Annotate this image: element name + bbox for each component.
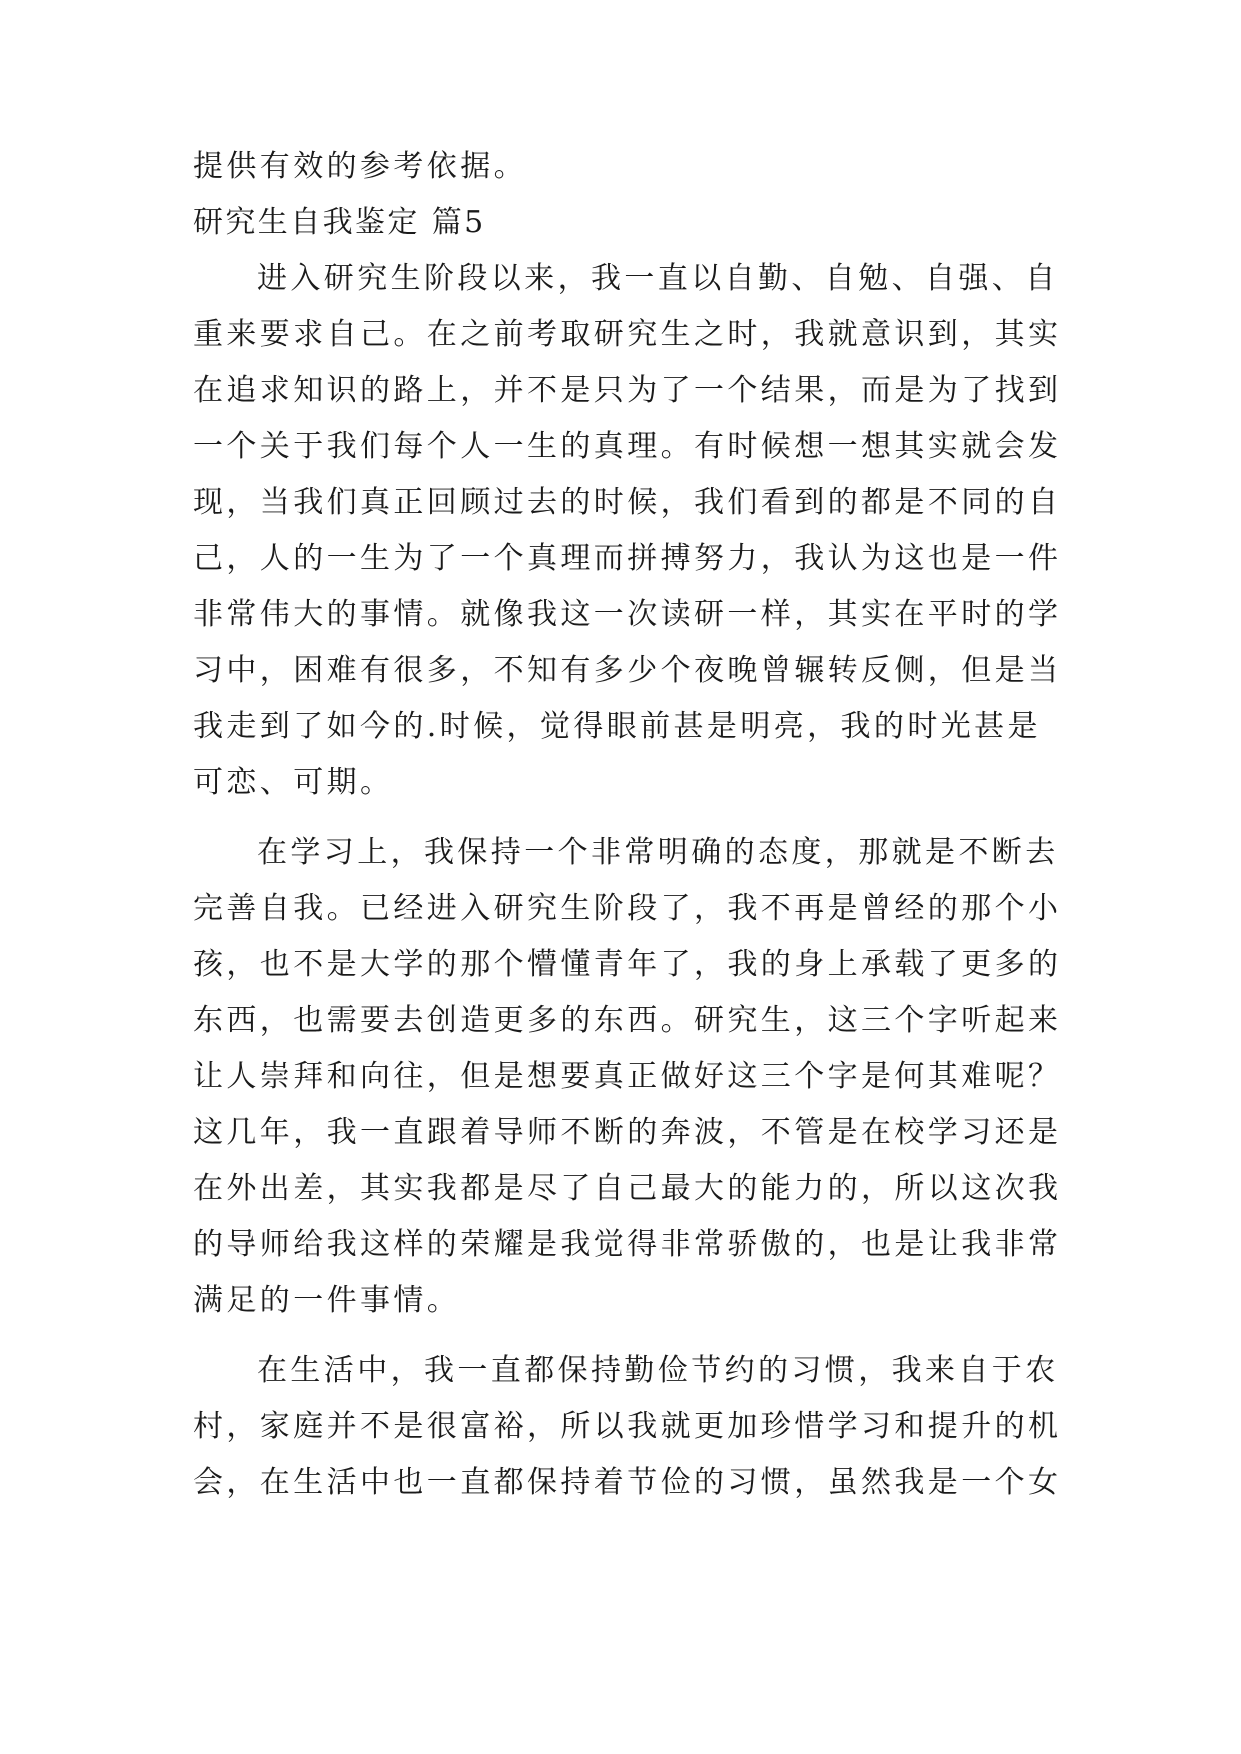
paragraph-2-line-7: 在外出差，其实我都是尽了自己最大的能力的，所以这次我 [193,1171,1062,1206]
paragraph-2-line-4: 东西，也需要去创造更多的东西。研究生，这三个字听起来 [193,1003,1062,1038]
paragraph-1-line-10: 可恋、可期。 [193,765,394,800]
paragraph-1-line-3: 在追求知识的路上，并不是只为了一个结果，而是为了找到 [193,373,1062,408]
intro-line: 提供有效的参考依据。 [193,149,527,184]
paragraph-3-line-2: 村，家庭并不是很富裕，所以我就更加珍惜学习和提升的机 [193,1409,1062,1444]
paragraph-2-line-2: 完善自我。已经进入研究生阶段了，我不再是曾经的那个小 [193,891,1062,926]
paragraph-1-line-4: 一个关于我们每个人一生的真理。有时候想一想其实就会发 [193,429,1062,464]
paragraph-1-line-7: 非常伟大的事情。就像我这一次读研一样，其实在平时的学 [193,597,1062,632]
paragraph-1-line-9: 我走到了如今的.时候，觉得眼前甚是明亮，我的时光甚是 [193,709,1041,744]
paragraph-2-line-1: 在学习上，我保持一个非常明确的态度，那就是不断去 [257,835,1059,870]
paragraph-3-line-3: 会，在生活中也一直都保持着节俭的习惯，虽然我是一个女 [193,1465,1062,1500]
paragraph-2-line-6: 这几年，我一直跟着导师不断的奔波，不管是在校学习还是 [193,1115,1062,1150]
section-heading: 研究生自我鉴定 篇5 [193,205,486,240]
paragraph-2-line-9: 满足的一件事情。 [193,1283,461,1318]
paragraph-1-line-6: 己，人的一生为了一个真理而拼搏努力，我认为这也是一件 [193,541,1062,576]
paragraph-3-line-1: 在生活中，我一直都保持勤俭节约的习惯，我来自于农 [257,1353,1059,1388]
paragraph-2-line-8: 的导师给我这样的荣耀是我觉得非常骄傲的，也是让我非常 [193,1227,1062,1262]
paragraph-1-line-2: 重来要求自己。在之前考取研究生之时，我就意识到，其实 [193,317,1062,352]
paragraph-2-line-5: 让人崇拜和向往，但是想要真正做好这三个字是何其难呢？ [193,1059,1062,1094]
paragraph-1-line-5: 现，当我们真正回顾过去的时候，我们看到的都是不同的自 [193,485,1062,520]
paragraph-1-line-8: 习中，困难有很多，不知有多少个夜晚曾辗转反侧，但是当 [193,653,1062,688]
paragraph-2-line-3: 孩，也不是大学的那个懵懂青年了，我的身上承载了更多的 [193,947,1062,982]
paragraph-1-line-1: 进入研究生阶段以来，我一直以自勤、自勉、自强、自 [257,261,1059,296]
